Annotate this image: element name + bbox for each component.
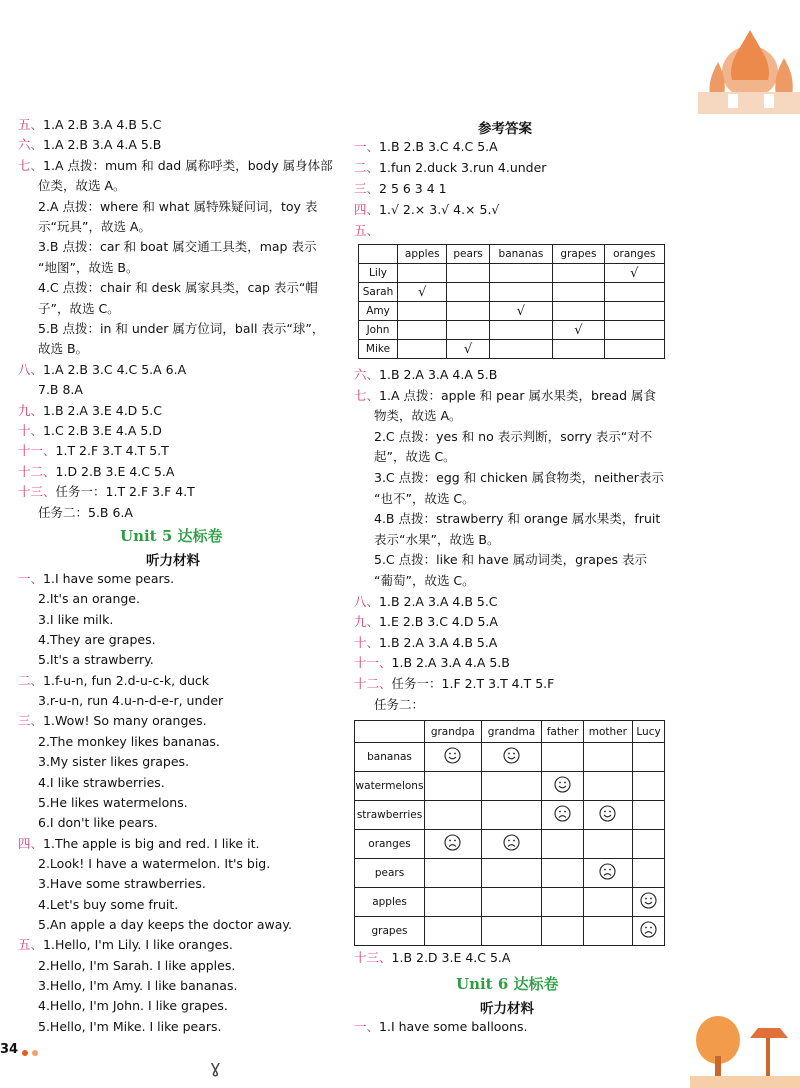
dome-decoration-top-right xyxy=(688,22,800,114)
check-cell xyxy=(489,340,553,359)
answer-line xyxy=(18,464,174,480)
check-cell xyxy=(447,264,489,283)
row-header: Amy xyxy=(359,302,398,321)
section-marker: 十二、 xyxy=(18,463,56,479)
line-text: 4.Let's buy some fruit. xyxy=(38,896,179,912)
answer-line xyxy=(18,505,133,521)
check-cell xyxy=(489,283,553,302)
section-marker: 二、 xyxy=(354,160,380,175)
answer-line xyxy=(18,591,140,607)
line-text: 3.B 点拨：car 和 boat 属交通工具类，map 表示 xyxy=(38,239,317,255)
face-cell xyxy=(481,917,542,946)
section-marker: 七、 xyxy=(18,157,44,173)
section-marker: 六、 xyxy=(18,137,44,153)
answer-line xyxy=(354,697,424,713)
answer-line xyxy=(18,876,206,892)
line-text: 4.C 点拨：chair 和 desk 属家具类，cap 表示“帽 xyxy=(38,280,318,296)
section-marker: 二、 xyxy=(18,672,44,688)
sad-face-icon xyxy=(444,834,461,851)
section-marker: 九、 xyxy=(18,402,44,418)
line-text: 4.They are grapes. xyxy=(38,632,156,648)
section-marker: 三、 xyxy=(354,181,380,196)
happy-face-icon xyxy=(503,747,520,764)
check-cell xyxy=(447,283,489,302)
line-text: 3.I like milk. xyxy=(38,611,114,627)
answer-line xyxy=(18,673,209,689)
answer-line xyxy=(354,635,497,651)
line-text: 1.√ 2.× 3.√ 4.× 5.√ xyxy=(379,202,500,217)
table-row xyxy=(359,340,665,359)
answer-line xyxy=(18,1019,222,1035)
section-marker: 十三、 xyxy=(18,484,56,500)
row-header: strawberries xyxy=(355,801,425,830)
answer-line xyxy=(18,321,324,337)
row-header: Sarah xyxy=(359,283,398,302)
line-text: 2.Look! I have a watermelon. It's big. xyxy=(38,855,271,871)
section-marker: 五、 xyxy=(354,223,380,238)
line-text: 4.B 点拨：strawberry 和 orange 属水果类，fruit xyxy=(374,511,661,527)
answer-line xyxy=(18,484,195,500)
check-cell xyxy=(398,264,447,283)
face-cell xyxy=(542,830,583,859)
unit6-subtitle: 听力材料 xyxy=(480,1001,534,1017)
line-text: 1.D 2.B 3.E 4.C 5.A xyxy=(55,463,175,479)
face-cell xyxy=(425,743,482,772)
check-cell xyxy=(398,321,447,340)
answer-line xyxy=(18,958,235,974)
section-marker: 七、 xyxy=(354,387,380,403)
answer-line xyxy=(18,117,162,133)
table-row xyxy=(359,264,665,283)
face-cell xyxy=(481,859,542,888)
check-cell: √ xyxy=(604,264,664,283)
answer-line xyxy=(18,693,223,709)
answer-line xyxy=(354,223,379,239)
check-cell xyxy=(553,264,604,283)
table-row xyxy=(355,743,665,772)
tree-decoration-bottom-right xyxy=(690,1010,800,1088)
answer-line xyxy=(18,652,154,668)
section-marker: 十、 xyxy=(18,423,44,438)
answer-line xyxy=(354,676,554,692)
line-text: 1.f-u-n, fun 2.d-u-c-k, duck xyxy=(43,672,210,688)
answer-line xyxy=(354,181,447,197)
face-cell xyxy=(425,772,482,801)
answer-line xyxy=(354,950,510,966)
face-cell xyxy=(481,772,542,801)
line-text: 5.An apple a day keeps the doctor away. xyxy=(38,916,292,932)
line-text: 1.Hello, I'm Lily. I like oranges. xyxy=(43,937,233,953)
answer-line xyxy=(18,978,237,994)
answer-line xyxy=(18,775,165,791)
row-header: watermelons xyxy=(355,772,425,801)
line-text: 3.r-u-n, run 4.u-n-d-e-r, under xyxy=(38,693,224,709)
check-cell xyxy=(604,283,664,302)
face-cell xyxy=(633,830,665,859)
column-header: pears xyxy=(447,245,489,264)
unit5-title: Unit 5 达标卷 xyxy=(120,527,223,545)
answer-line xyxy=(18,571,174,587)
likes-faces-table xyxy=(354,720,665,946)
line-text: 4.I like strawberries. xyxy=(38,774,165,790)
face-cell xyxy=(425,917,482,946)
table-row xyxy=(355,917,665,946)
line-text: 任务二： xyxy=(374,696,425,712)
check-cell: √ xyxy=(489,302,553,321)
face-cell xyxy=(583,743,632,772)
table-row xyxy=(355,830,665,859)
answer-line xyxy=(354,367,497,383)
check-cell xyxy=(604,302,664,321)
section-marker: 十二、 xyxy=(354,676,392,691)
column-header: bananas xyxy=(489,245,553,264)
line-text: 1.B 2.A 3.A 4.A 5.B xyxy=(379,367,498,382)
unit5-subtitle: 听力材料 xyxy=(146,553,200,569)
face-cell xyxy=(542,743,583,772)
face-cell xyxy=(481,743,542,772)
table-row xyxy=(359,321,665,340)
handwritten-mark: ɣ xyxy=(210,1057,221,1078)
answer-line xyxy=(18,795,188,811)
line-text: 3.Have some strawberries. xyxy=(38,876,206,892)
answer-line xyxy=(18,917,292,933)
check-cell: √ xyxy=(398,283,447,302)
face-cell xyxy=(633,743,665,772)
line-text: 任务一：1.T 2.F 3.F 4.T xyxy=(55,484,195,500)
line-text: 表示“水果”，故选 B。 xyxy=(374,531,500,547)
face-cell xyxy=(425,888,482,917)
answer-line xyxy=(354,573,475,589)
section-marker: 九、 xyxy=(354,614,380,630)
check-cell xyxy=(398,340,447,359)
line-text: 故选 B。 xyxy=(38,341,89,357)
answer-line xyxy=(354,388,656,404)
answer-line xyxy=(18,754,189,770)
table-row xyxy=(355,859,665,888)
face-cell xyxy=(542,888,583,917)
face-cell xyxy=(583,772,632,801)
row-header: John xyxy=(359,321,398,340)
section-marker: 三、 xyxy=(18,713,44,729)
face-cell xyxy=(633,859,665,888)
face-cell xyxy=(633,917,665,946)
line-text: 1.B 2.B 3.C 4.C 5.A xyxy=(379,139,498,154)
line-text: 1.A 2.B 3.A 4.B 5.C xyxy=(43,117,162,132)
line-text: 1.B 2.A 3.A 4.B 5.A xyxy=(379,634,498,650)
section-marker: 六、 xyxy=(354,367,380,382)
row-header: apples xyxy=(355,888,425,917)
sad-face-icon xyxy=(503,834,520,851)
check-cell xyxy=(489,264,553,283)
line-text: 3.C 点拨：egg 和 chicken 属食物类，neither表示 xyxy=(374,470,664,485)
answer-line xyxy=(354,202,499,218)
section-marker: 一、 xyxy=(354,1019,380,1034)
answer-line xyxy=(18,137,161,153)
page-dot xyxy=(32,1050,38,1056)
answer-line xyxy=(18,178,126,194)
column-header: Lucy xyxy=(633,721,665,743)
answer-line xyxy=(354,552,647,568)
line-text: 5.He likes watermelons. xyxy=(38,794,188,810)
answer-line xyxy=(354,614,498,630)
answers-title: 参考答案 xyxy=(478,121,532,137)
answer-line xyxy=(18,897,178,913)
line-text: 5.C 点拨：like 和 have 属动词类，grapes 表示 xyxy=(374,552,647,568)
face-cell xyxy=(633,772,665,801)
answer-line xyxy=(18,158,333,174)
column-header: mother xyxy=(583,721,632,743)
column-header: grandpa xyxy=(425,721,482,743)
section-marker: 五、 xyxy=(18,117,44,132)
answer-line xyxy=(354,532,500,548)
line-text: 1.The apple is big and red. I like it. xyxy=(43,835,260,851)
answer-line xyxy=(354,429,652,445)
check-cell xyxy=(489,321,553,340)
answer-line xyxy=(354,408,462,424)
answer-line xyxy=(354,594,498,610)
face-cell xyxy=(583,830,632,859)
answer-line xyxy=(18,998,228,1014)
column-header: oranges xyxy=(604,245,664,264)
table-row xyxy=(359,302,665,321)
check-cell: √ xyxy=(553,321,604,340)
answer-line xyxy=(18,260,139,276)
face-cell xyxy=(425,801,482,830)
line-text: 子”，故选 C。 xyxy=(38,300,120,316)
line-text: 5.It's a strawberry. xyxy=(38,652,154,668)
answer-line xyxy=(18,815,158,831)
answer-line xyxy=(18,301,120,317)
line-text: “地图”，故选 B。 xyxy=(38,259,139,275)
table-row xyxy=(355,888,665,917)
section-marker: 五、 xyxy=(18,937,44,953)
line-text: 1.A 点拨：mum 和 dad 属称呼类，body 属身体部 xyxy=(43,157,333,173)
fruit-check-table xyxy=(358,244,665,359)
row-header: grapes xyxy=(355,917,425,946)
answer-line xyxy=(354,511,660,527)
section-marker: 一、 xyxy=(18,571,44,586)
face-cell xyxy=(481,888,542,917)
happy-face-icon xyxy=(554,776,571,793)
line-text: 1.A 2.B 3.A 4.A 5.B xyxy=(43,137,162,153)
section-marker: 一、 xyxy=(354,139,380,154)
section-marker: 十三、 xyxy=(354,950,392,965)
answer-line xyxy=(18,382,83,398)
table-row xyxy=(355,801,665,830)
table-row xyxy=(359,283,665,302)
section-marker: 八、 xyxy=(354,593,380,609)
answer-line xyxy=(18,199,317,215)
page-number: 34 xyxy=(0,1042,19,1057)
answer-line xyxy=(18,836,259,852)
section-marker: 四、 xyxy=(18,835,44,851)
line-text: 6.I don't like pears. xyxy=(38,815,158,831)
answer-line xyxy=(18,239,316,255)
line-text: 4.Hello, I'm John. I like grapes. xyxy=(38,998,228,1014)
check-cell xyxy=(398,302,447,321)
check-cell xyxy=(447,302,489,321)
answer-line xyxy=(354,1019,528,1035)
face-cell xyxy=(481,830,542,859)
line-text: 2.C 点拨：yes 和 no 表示判断，sorry 表示“对不 xyxy=(374,428,653,444)
section-marker: 四、 xyxy=(354,202,380,217)
line-text: 任务二：5.B 6.A xyxy=(38,504,133,520)
section-marker: 八、 xyxy=(18,361,44,377)
line-text: 1.C 2.B 3.E 4.A 5.D xyxy=(43,423,162,438)
sad-face-icon xyxy=(554,805,571,822)
line-text: 2.The monkey likes bananas. xyxy=(38,733,220,749)
line-text: 7.B 8.A xyxy=(38,382,83,398)
face-cell xyxy=(633,888,665,917)
check-cell xyxy=(553,283,604,302)
face-cell xyxy=(481,801,542,830)
answer-line xyxy=(18,713,207,729)
row-header: oranges xyxy=(355,830,425,859)
line-text: 任务一：1.F 2.T 3.T 4.T 5.F xyxy=(391,676,555,691)
line-text: 1.A 点拨：apple 和 pear 属水果类，bread 属食 xyxy=(379,387,657,403)
line-text: 1.A 2.B 3.C 4.C 5.A 6.A xyxy=(43,361,187,377)
row-header: Mike xyxy=(359,340,398,359)
line-text: “葡萄”，故选 C。 xyxy=(374,573,475,588)
page-dot xyxy=(22,1050,28,1056)
answer-line xyxy=(18,341,88,357)
table-row xyxy=(355,772,665,801)
check-cell xyxy=(604,321,664,340)
line-text: 2.Hello, I'm Sarah. I like apples. xyxy=(38,957,236,973)
answer-line xyxy=(18,403,162,419)
answer-line xyxy=(18,856,270,872)
line-text: 1.B 2.A 3.A 4.A 5.B xyxy=(391,655,510,671)
face-cell xyxy=(542,772,583,801)
face-cell xyxy=(542,917,583,946)
answer-line xyxy=(18,632,156,648)
column-header: grandma xyxy=(481,721,542,743)
line-text: 5.Hello, I'm Mike. I like pears. xyxy=(38,1018,222,1034)
section-marker: 十一、 xyxy=(18,443,56,459)
unit6-title: Unit 6 达标卷 xyxy=(456,975,559,993)
face-cell xyxy=(425,859,482,888)
face-cell xyxy=(583,859,632,888)
line-text: 物类，故选 A。 xyxy=(374,408,462,424)
line-text: 5.B 点拨：in 和 under 属方位词，ball 表示“球”， xyxy=(38,321,325,336)
answer-line xyxy=(354,160,546,176)
answer-line xyxy=(18,280,318,296)
line-text: 起”，故选 C。 xyxy=(374,449,456,465)
line-text: 3.My sister likes grapes. xyxy=(38,754,190,770)
line-text: 1.B 2.A 3.E 4.D 5.C xyxy=(43,402,162,418)
line-text: 2.It's an orange. xyxy=(38,591,140,607)
check-cell xyxy=(553,340,604,359)
line-text: 3.Hello, I'm Amy. I like bananas. xyxy=(38,978,238,993)
answer-line xyxy=(18,443,169,459)
line-text: 1.B 2.A 3.A 4.B 5.C xyxy=(379,593,498,609)
line-text: 2 5 6 3 4 1 xyxy=(379,181,447,196)
happy-face-icon xyxy=(444,747,461,764)
answer-line xyxy=(18,612,113,628)
face-cell xyxy=(425,830,482,859)
line-text: 示“玩具”，故选 A。 xyxy=(38,219,151,234)
sad-face-icon xyxy=(640,921,657,938)
check-cell xyxy=(604,340,664,359)
line-text: 1.E 2.B 3.C 4.D 5.A xyxy=(379,614,498,630)
answer-line xyxy=(354,449,456,465)
line-text: 1.I have some balloons. xyxy=(379,1019,528,1034)
answer-line xyxy=(354,139,498,155)
section-marker: 十一、 xyxy=(354,655,392,671)
answer-line xyxy=(354,470,664,486)
line-text: “也不”，故选 C。 xyxy=(374,490,475,506)
answer-line xyxy=(18,937,233,953)
column-header: grapes xyxy=(553,245,604,264)
answer-line xyxy=(354,491,475,507)
happy-face-icon xyxy=(599,805,616,822)
sad-face-icon xyxy=(599,863,616,880)
face-cell xyxy=(542,859,583,888)
line-text: 1.I have some pears. xyxy=(43,571,175,586)
column-header: apples xyxy=(398,245,447,264)
answer-line xyxy=(18,734,220,750)
line-text: 1.T 2.F 3.T 4.T 5.T xyxy=(55,443,169,459)
row-header: pears xyxy=(355,859,425,888)
column-header: father xyxy=(542,721,583,743)
line-text: 1.Wow! So many oranges. xyxy=(43,713,207,729)
line-text: 1.B 2.D 3.E 4.C 5.A xyxy=(391,950,511,965)
face-cell xyxy=(542,801,583,830)
answer-line xyxy=(354,655,510,671)
line-text: 位类，故选 A。 xyxy=(38,178,126,194)
row-header: bananas xyxy=(355,743,425,772)
face-cell xyxy=(583,888,632,917)
check-cell xyxy=(447,321,489,340)
face-cell xyxy=(633,801,665,830)
answer-line xyxy=(18,423,162,439)
row-header: Lily xyxy=(359,264,398,283)
line-text: 2.A 点拨：where 和 what 属特殊疑问词，toy 表 xyxy=(38,198,318,214)
section-marker: 十、 xyxy=(354,634,380,650)
face-cell xyxy=(583,917,632,946)
line-text: 1.fun 2.duck 3.run 4.under xyxy=(379,160,547,175)
answer-line xyxy=(18,362,186,378)
happy-face-icon xyxy=(640,892,657,909)
check-cell: √ xyxy=(447,340,489,359)
check-cell xyxy=(553,302,604,321)
answer-line xyxy=(18,219,151,235)
face-cell xyxy=(583,801,632,830)
